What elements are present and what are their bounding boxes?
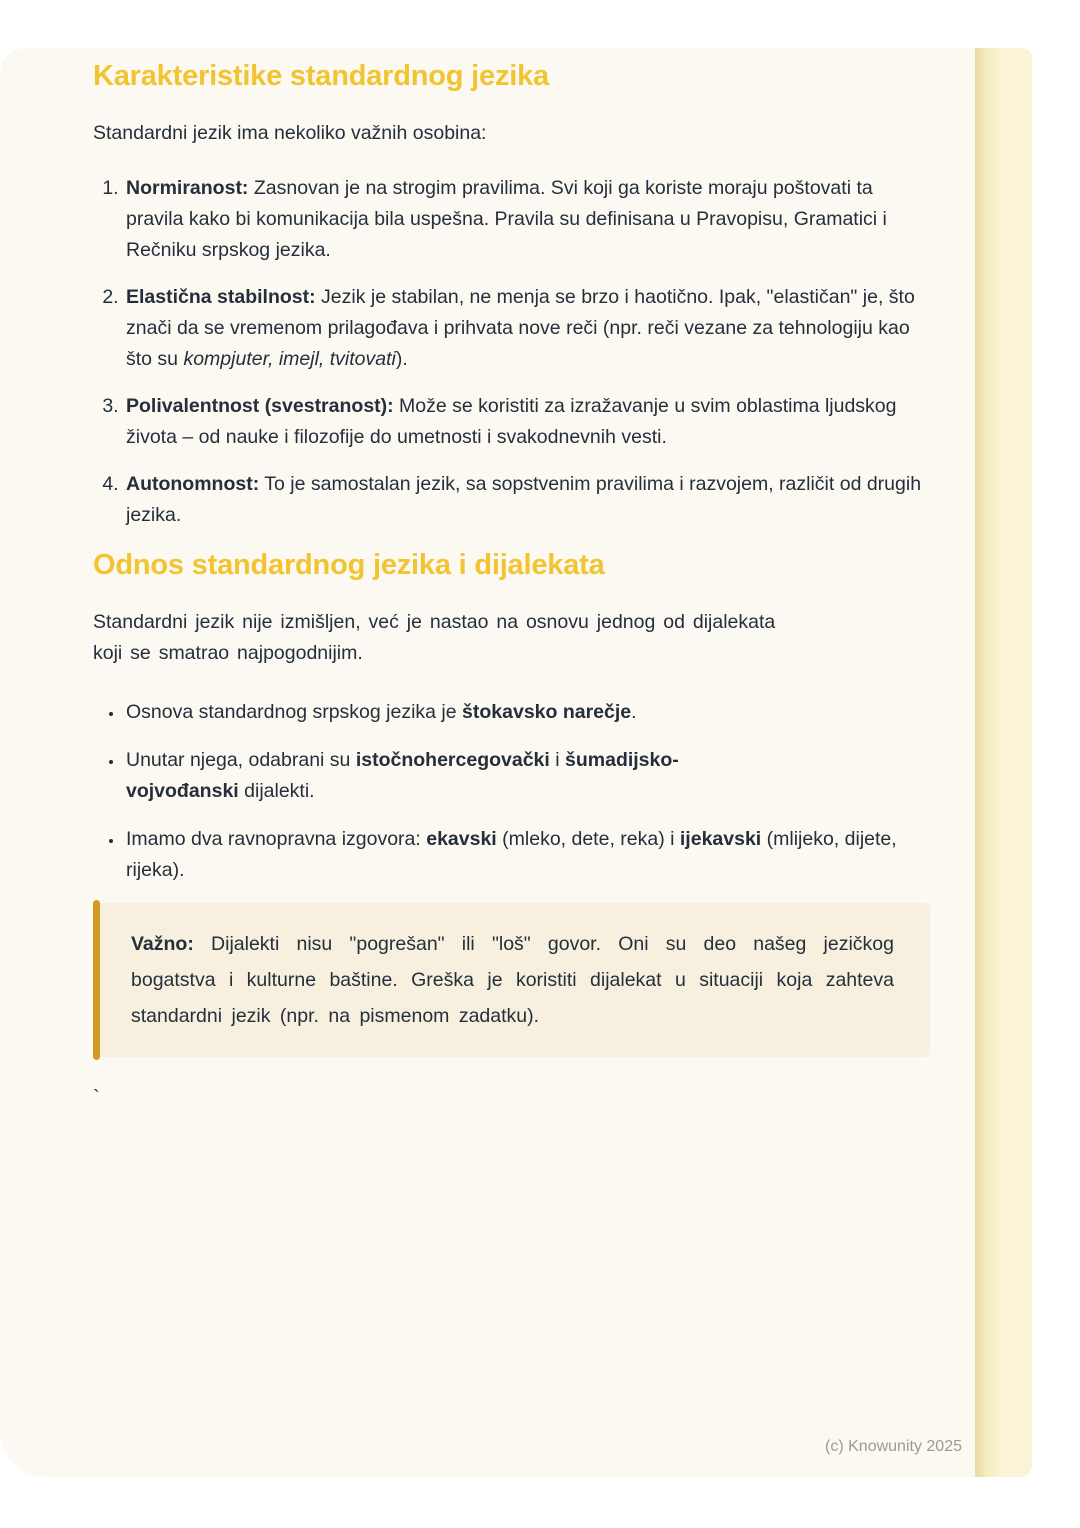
text-segment: Polivalentnost (svestranost): (126, 395, 394, 417)
text-segment: Autonomnost: (126, 473, 260, 495)
list-item-elasticna-stabilnost (124, 282, 930, 375)
text-segment: dijalekti. (238, 780, 315, 802)
bullet-item-izgovori (124, 824, 930, 886)
copyright-footer: (c) Knowunity 2025 (825, 1438, 962, 1455)
text-segment: štokavsko narečje (462, 701, 632, 723)
text-segment: šumadijsko- (565, 749, 679, 771)
callout-text (131, 926, 894, 1034)
text-segment: Jezik je stabilan, ne menja se brzo i haotično. Ipak, "elastičan" je, što znači da se vremenom prilagođava i prihvata nove reči (npr. reči vezane za tehnologiju kao što su (126, 286, 915, 370)
text-segment: Imamo dva ravnopravna izgovora: (126, 828, 427, 850)
text-segment: Elastična stabilnost: (126, 286, 316, 308)
text-segment: vojvođanski (126, 780, 239, 802)
text-segment: istočnohercegovački (355, 749, 550, 771)
section-heading-odnos: Odnos standardnog jezika i dijalekata (93, 549, 605, 581)
text-segment: . (631, 701, 637, 723)
text-segment: koji se smatrao najpogodnijim. (93, 642, 363, 664)
text-segment: kompjuter, imejl, tvitovati (183, 348, 396, 370)
text-segment: ). (395, 348, 408, 370)
list-item-normiranost (124, 173, 930, 266)
text-segment: Normiranost: (126, 177, 249, 199)
bullet-list (93, 697, 930, 886)
numbered-list (93, 173, 930, 531)
page-content (0, 48, 1032, 1114)
list-item-autonomnost (124, 469, 930, 531)
text-segment: (mlijeko, dijete, rijeka). (126, 828, 897, 881)
text-segment: Osnova standardnog srpskog jezika je (126, 701, 463, 723)
document-page (0, 48, 1032, 1477)
stray-backtick: ` (93, 1087, 100, 1109)
text-segment: i (549, 749, 565, 771)
section-heading-karakteristike: Karakteristike standardnog jezika (93, 60, 549, 92)
intro-paragraph: Standardni jezik ima nekoliko važnih osobina: (93, 122, 487, 144)
text-segment: Može se koristiti za izražavanje u svim oblastima ljudskog života – od nauke i filozofije do umetnosti i svakodnevnih vesti. (126, 395, 897, 448)
text-segment: Unutar njega, odabrani su (126, 749, 356, 771)
text-segment: Dijalekti nisu "pogrešan" ili "loš" govor. Oni su deo našeg jezičkog bogatstva i kulturne baštine. Greška je koristiti dijalekat u situaciji koja zahteva standardni jezik (npr. na pismenom zadatku). (131, 933, 894, 1027)
text-segment: To je samostalan jezik, sa sopstvenim pravilima i razvojem, različit od drugih jezika. (126, 473, 922, 526)
text-segment: ijekavski (679, 828, 762, 850)
text-segment: ekavski (426, 828, 497, 850)
text-segment: (mleko, dete, reka) i (496, 828, 680, 850)
text-segment: Zasnovan je na strogim pravilima. Svi koji ga koriste moraju poštovati ta pravila kako bi komunikacija bila uspešna. Pravila su definisana u Pravopisu, Gramatici i Rečniku srpskog jezika. (126, 177, 887, 261)
text-segment: Standardni jezik nije izmišljen, već je nastao na osnovu jednog od dijalekata (93, 611, 776, 633)
text-segment: Važno: (131, 933, 194, 955)
bullet-item-dijalekti (124, 745, 930, 807)
bullet-item-stokavsko (124, 697, 930, 728)
dialect-intro-paragraph (93, 607, 930, 669)
list-item-polivalentnost (124, 391, 930, 453)
important-callout (93, 903, 930, 1057)
